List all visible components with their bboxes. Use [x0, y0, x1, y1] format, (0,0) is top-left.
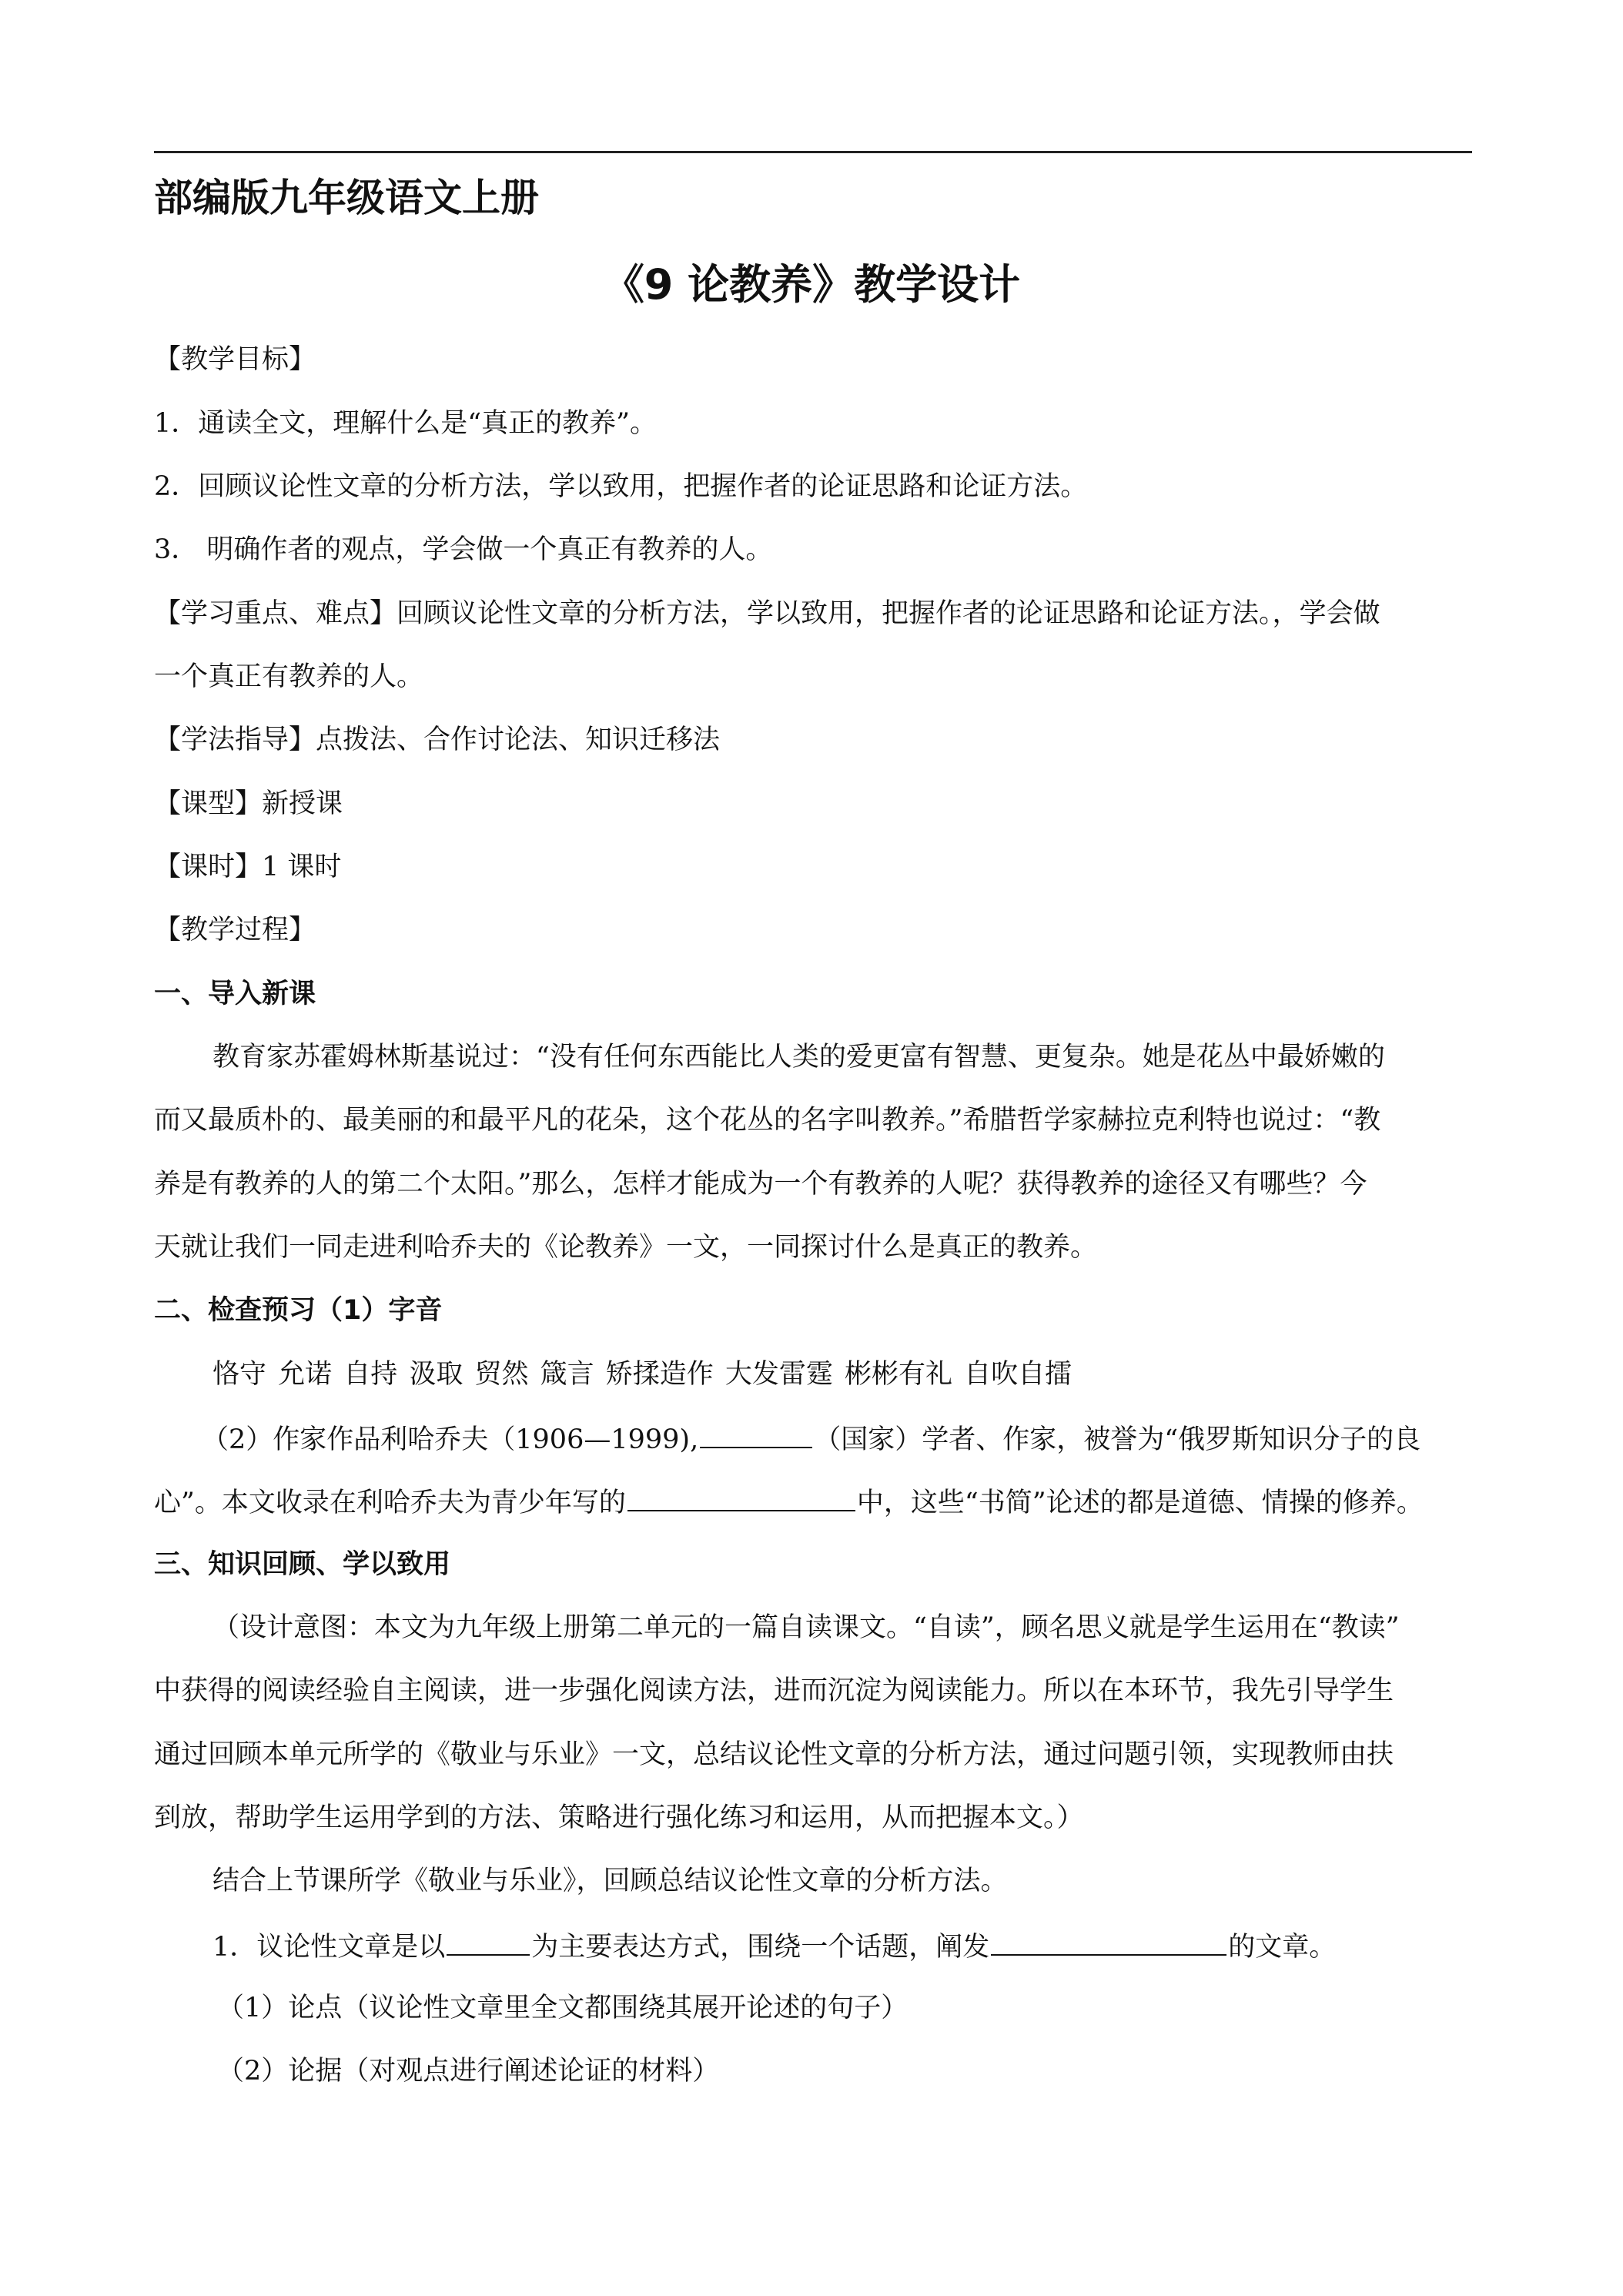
goals-heading: 【教学目标】 — [154, 344, 316, 375]
pronunciation-words: 恪守 允诺 自持 汲取 贸然 箴言 矫揉造作 大发雷霆 彬彬有礼 自吹自擂 — [212, 1359, 1073, 1390]
author-question-line-2 — [154, 1484, 1424, 1520]
expression-mode-blank[interactable] — [447, 1928, 530, 1956]
sub-item-thesis: （1）论点（议论性文章里全文都围绕其展开论述的句子） — [217, 1993, 909, 2023]
argument-question-text-a: 1．议论性文章是以 — [212, 1932, 446, 1963]
textbook-brand: 部编版九年级语文上册 — [154, 176, 539, 220]
argument-question-1 — [212, 1928, 1336, 1964]
design-intent-line-2: 中获得的阅读经验自主阅读，进一步强化阅读方法，进而沉淀为阅读能力。所以在本环节，我先引导学生 — [154, 1675, 1394, 1706]
argument-question-text-b: 为主要表达方式，围绕一个话题，阐发 — [531, 1932, 990, 1963]
study-method: 【学法指导】点拨法、合作讨论法、知识迁移法 — [154, 725, 721, 755]
section1-line-3: 养是有教养的人的第二个太阳。”那么，怎样才能成为一个有教养的人呢？获得教养的途径又有哪些？今 — [154, 1169, 1367, 1200]
section3-heading: 三、知识回顾、学以致用 — [154, 1549, 451, 1580]
section1-line-2: 而又最质朴的、最美丽的和最平凡的花朵，这个花丛的名字叫教养。”希腊哲学家赫拉克利特也说过：“教 — [154, 1105, 1381, 1136]
author-question-text-c: 心”。本文收录在利哈乔夫为青少年写的 — [154, 1488, 626, 1518]
goal-item-3: 3． 明确作者的观点，学会做一个真正有教养的人。 — [154, 534, 773, 565]
author-question-text-a: （2）作家作品利哈乔夫（1906—1999), — [202, 1424, 699, 1455]
process-heading: 【教学过程】 — [154, 915, 316, 946]
viewpoint-blank[interactable] — [991, 1928, 1226, 1956]
design-intent-line-1: （设计意图：本文为九年级上册第二单元的一篇自读课文。“自读”，顾名思义就是学生运用在“教读” — [212, 1612, 1400, 1643]
section1-heading: 一、导入新课 — [154, 979, 316, 1009]
key-points-line-1: 【学习重点、难点】回顾议论性文章的分析方法，学以致用，把握作者的论证思路和论证方法。，学会做 — [154, 598, 1380, 629]
author-question-text-d: 中，这些“书简”论述的都是道德、情操的修养。 — [856, 1488, 1424, 1518]
design-intent-line-3: 通过回顾本单元所学的《敬业与乐业》一文，总结议论性文章的分析方法，通过问题引领，实现教师由扶 — [154, 1739, 1394, 1770]
country-blank[interactable] — [700, 1421, 812, 1448]
argument-question-text-c: 的文章。 — [1228, 1932, 1337, 1963]
book-title-blank[interactable] — [627, 1484, 855, 1511]
sub-item-evidence: （2）论据（对观点进行阐述论证的材料） — [217, 2056, 720, 2087]
header-rule — [154, 151, 1472, 153]
goal-item-1: 1．通读全文，理解什么是“真正的教养”。 — [154, 408, 658, 439]
review-instruction: 结合上节课所学《敬业与乐业》，回顾总结议论性文章的分析方法。 — [212, 1866, 1008, 1896]
section2-heading: 二、检查预习（1）字音 — [154, 1295, 443, 1326]
key-points-line-2: 一个真正有教养的人。 — [154, 661, 424, 692]
goal-item-2: 2．回顾议论性文章的分析方法，学以致用，把握作者的论证思路和论证方法。 — [154, 471, 1088, 502]
author-question-text-b: （国家）学者、作家，被誉为“俄罗斯知识分子的良 — [814, 1424, 1421, 1455]
section1-line-1: 教育家苏霍姆林斯基说过：“没有任何东西能比人类的爱更富有智慧、更复杂。她是花丛中最娇嫩的 — [212, 1042, 1385, 1073]
author-question-line-1 — [202, 1421, 1421, 1457]
lesson-time: 【课时】1 课时 — [154, 852, 342, 882]
section1-line-4: 天就让我们一同走进利哈乔夫的《论教养》一文，一同探讨什么是真正的教养。 — [154, 1232, 1098, 1263]
page-title: 《9 论教养》教学设计 — [602, 260, 1021, 309]
lesson-type: 【课型】新授课 — [154, 788, 343, 819]
design-intent-line-4: 到放，帮助学生运用学到的方法、策略进行强化练习和运用，从而把握本文。） — [154, 1802, 1084, 1833]
